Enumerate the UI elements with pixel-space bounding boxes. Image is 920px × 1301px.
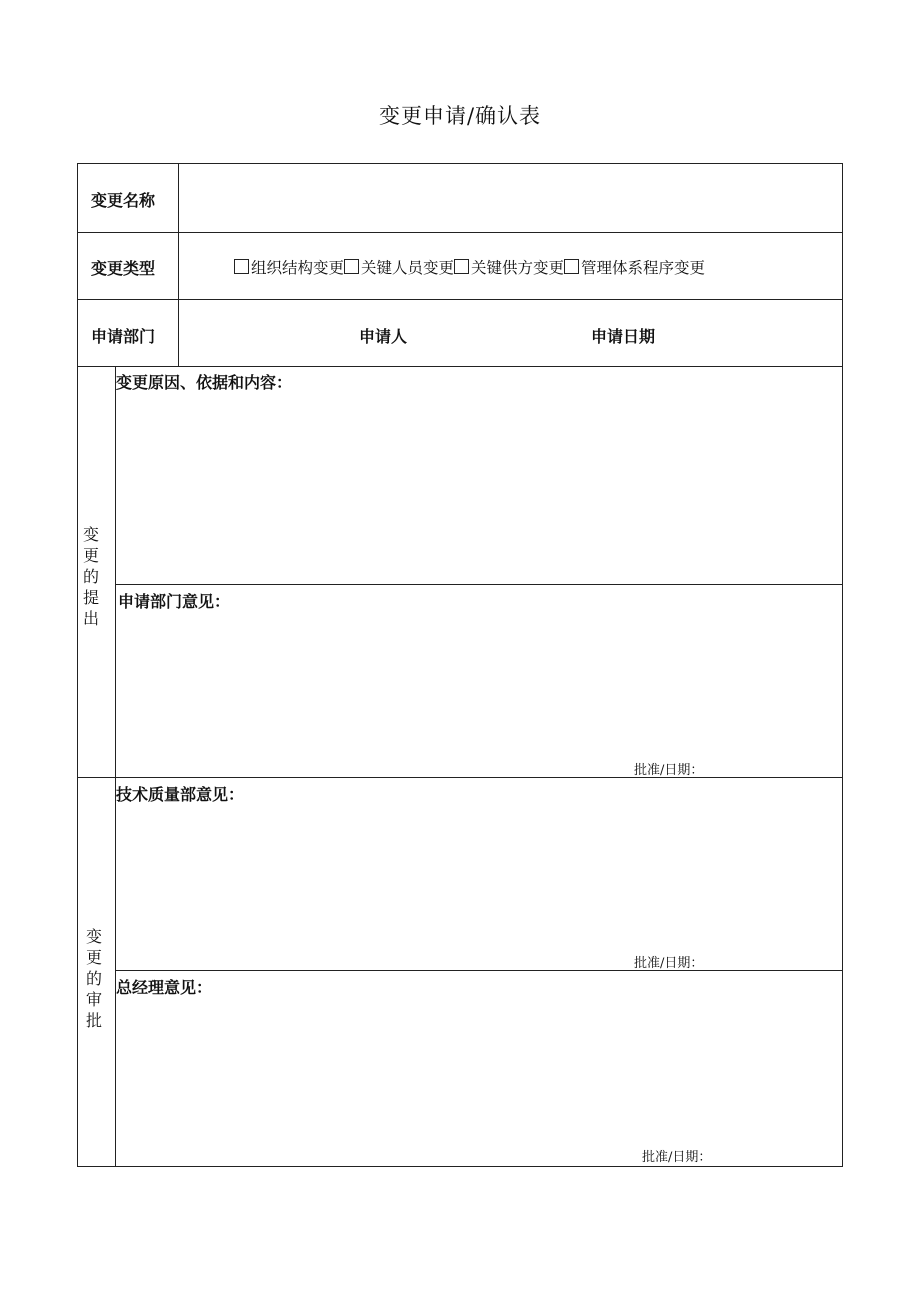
row-divider	[115, 970, 842, 971]
dept-opinion-label: 申请部门意见：	[118, 592, 231, 611]
column-divider	[115, 366, 116, 1166]
gm-sign-label: 批准/日期：	[642, 1150, 712, 1165]
row-divider	[78, 777, 842, 778]
tech-opinion-field[interactable]	[118, 806, 838, 946]
checkbox-key-personnel[interactable]: 关键人员变更	[344, 259, 454, 277]
change-name-field[interactable]	[180, 165, 840, 231]
apply-date-label: 申请日期	[591, 327, 656, 346]
column-divider	[178, 164, 179, 366]
row-divider	[78, 232, 842, 233]
dept-opinion-field[interactable]	[118, 614, 838, 754]
change-type-options	[234, 256, 705, 278]
change-type-label: 变更类型	[91, 259, 156, 278]
gm-opinion-field[interactable]	[118, 1000, 838, 1140]
form-title: 变更申请/确认表	[378, 104, 542, 128]
checkbox-key-supplier[interactable]: 关键供方变更	[454, 259, 564, 277]
checkbox-org-structure[interactable]: 组织结构变更	[234, 259, 344, 277]
tech-opinion-label: 技术质量部意见：	[116, 785, 245, 804]
change-request-form	[77, 163, 843, 1167]
row-divider	[115, 584, 842, 585]
reason-label: 变更原因、依据和内容：	[116, 373, 293, 392]
dept-sign-label: 批准/日期：	[634, 763, 704, 778]
change-name-label: 变更名称	[91, 191, 156, 210]
row-divider	[78, 366, 842, 367]
gm-opinion-label: 总经理意见：	[116, 978, 213, 997]
applicant-label: 申请人	[359, 327, 408, 346]
reason-field[interactable]	[118, 394, 838, 580]
proposal-section-label: 变更的提出	[82, 525, 99, 628]
dept-label: 申请部门	[91, 327, 156, 346]
row-divider	[78, 299, 842, 300]
tech-sign-label: 批准/日期：	[634, 956, 704, 971]
approval-section-label: 变更的审批	[85, 927, 102, 1030]
checkbox-management-procedure[interactable]: 管理体系程序变更	[564, 259, 705, 277]
